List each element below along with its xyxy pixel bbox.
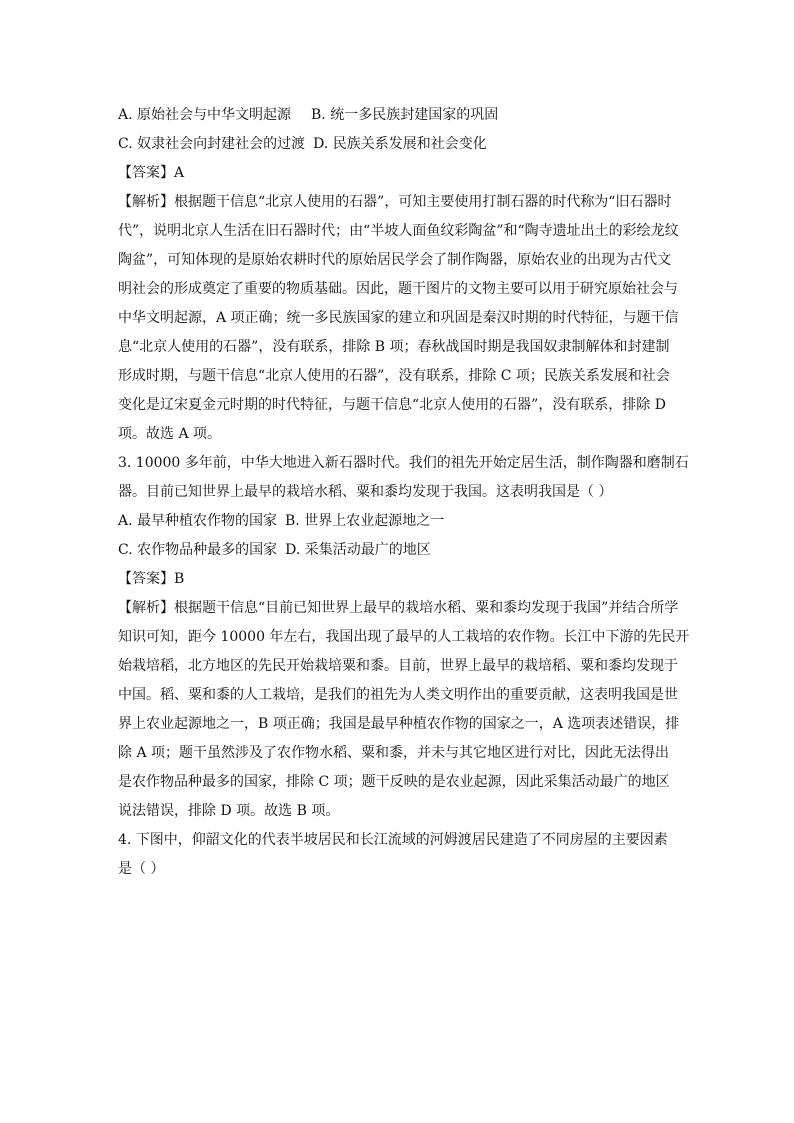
q3-option-b: B. 世界上农业起源地之一 [285,513,445,529]
q2-analysis-line: 【解析】根据题干信息“北京人使用的石器”，可知主要使用打制石器的时代称为“旧石器时 [118,194,672,210]
q3-analysis-line: 中国。稻、粟和黍的人工栽培，是我们的祖先为人类文明作出的重要贡献，这表明我国是世 [118,687,678,703]
q3-analysis-line: 始栽培稻，北方地区的先民开始栽培粟和黍。目前，世界上最早的栽培稻、粟和黍均发现于 [118,658,678,674]
q2-analysis-line: 中华文明起源，A 项正确；统一多民族国家的建立和巩固是秦汉时期的时代特征，与题干信 [118,310,679,326]
q2-analysis-line: 代”，说明北京人生活在旧石器时代；由“半坡人面鱼纹彩陶盆”和“陶寺遗址出土的彩绘龙纹 [118,223,679,239]
q2-options-row-2 [118,130,678,159]
q4-stem [118,826,678,884]
q3-option-a: A. 最早种植农作物的国家 [118,513,278,529]
q4-stem-line: 4. 下图中，仰韶文化的代表半坡居民和长江流域的河姆渡居民建造了不同房屋的主要因素 [118,832,668,848]
question-content [118,101,690,884]
q2-analysis-line: 变化是辽宋夏金元时期的时代特征，与题干信息“北京人使用的石器”，没有联系，排除 D [118,397,666,413]
q3-option-c: C. 农作物品种最多的国家 [118,542,278,558]
q2-options-row-1 [118,101,678,130]
q3-stem-line: 3. 10000 多年前，中华大地进入新石器时代。我们的祖先开始定居生活，制作陶器和磨制石 [118,455,689,471]
q2-option-c: C. 奴隶社会向封建社会的过渡 [118,136,306,152]
q3-analysis-line: 知识可知，距今 10000 年左右，我国出现了最早的人工栽培的农作物。长江中下游的先民开 [118,629,690,645]
q3-analysis [118,594,690,826]
q2-analysis-line: 陶盆”，可知体现的是原始农耕时代的原始居民学会了制作陶器，原始农业的出现为古代文 [118,252,672,268]
q2-option-a: A. 原始社会与中华文明起源 [118,107,292,123]
q2-analysis-line: 明社会的形成奠定了重要的物质基础。因此，题干图片的文物主要可以用于研究原始社会与 [118,281,678,297]
q2-answer: 【答案】A [118,165,185,181]
q3-options-row-2 [118,536,678,565]
q4-stem-line: 是（ ） [118,861,165,877]
q2-option-d: D. 民族关系发展和社会变化 [313,136,487,152]
q2-analysis-line: 项。故选 A 项。 [118,426,222,442]
q2-analysis-line: 形成时期，与题干信息“北京人使用的石器”，没有联系，排除 C 项；民族关系发展和社会 [118,368,670,384]
q3-analysis-line: 除 A 项；题干虽然涉及了农作物水稻、粟和黍，并未与其它地区进行对比，因此无法得出 [118,745,670,761]
q2-option-b: B. 统一多民族封建国家的巩固 [311,107,499,123]
q2-analysis [118,188,678,449]
q3-analysis-line: 【解析】根据题干信息“目前已知世界上最早的栽培水稻、粟和黍均发现于我国”并结合所学 [118,600,679,616]
q3-option-d: D. 采集活动最广的地区 [285,542,431,558]
q3-stem [118,449,689,507]
q3-analysis-line: 界上农业起源地之一，B 项正确；我国是最早种植农作物的国家之一，A 选项表述错误，排 [118,716,680,732]
q3-analysis-line: 是农作物品种最多的国家，排除 C 项；题干反映的是农业起源，因此采集活动最广的地区 [118,774,670,790]
q3-stem-line: 器。目前已知世界上最早的栽培水稻、粟和黍均发现于我国。这表明我国是（ ） [118,484,613,500]
q3-analysis-line: 说法错误，排除 D 项。故选 B 项。 [118,803,340,819]
q2-analysis-line: 息“北京人使用的石器”，没有联系，排除 B 项；春秋战国时期是我国奴隶制解体和封建制 [118,339,670,355]
q3-options-row-1 [118,507,678,536]
q3-answer: 【答案】B [118,571,185,587]
